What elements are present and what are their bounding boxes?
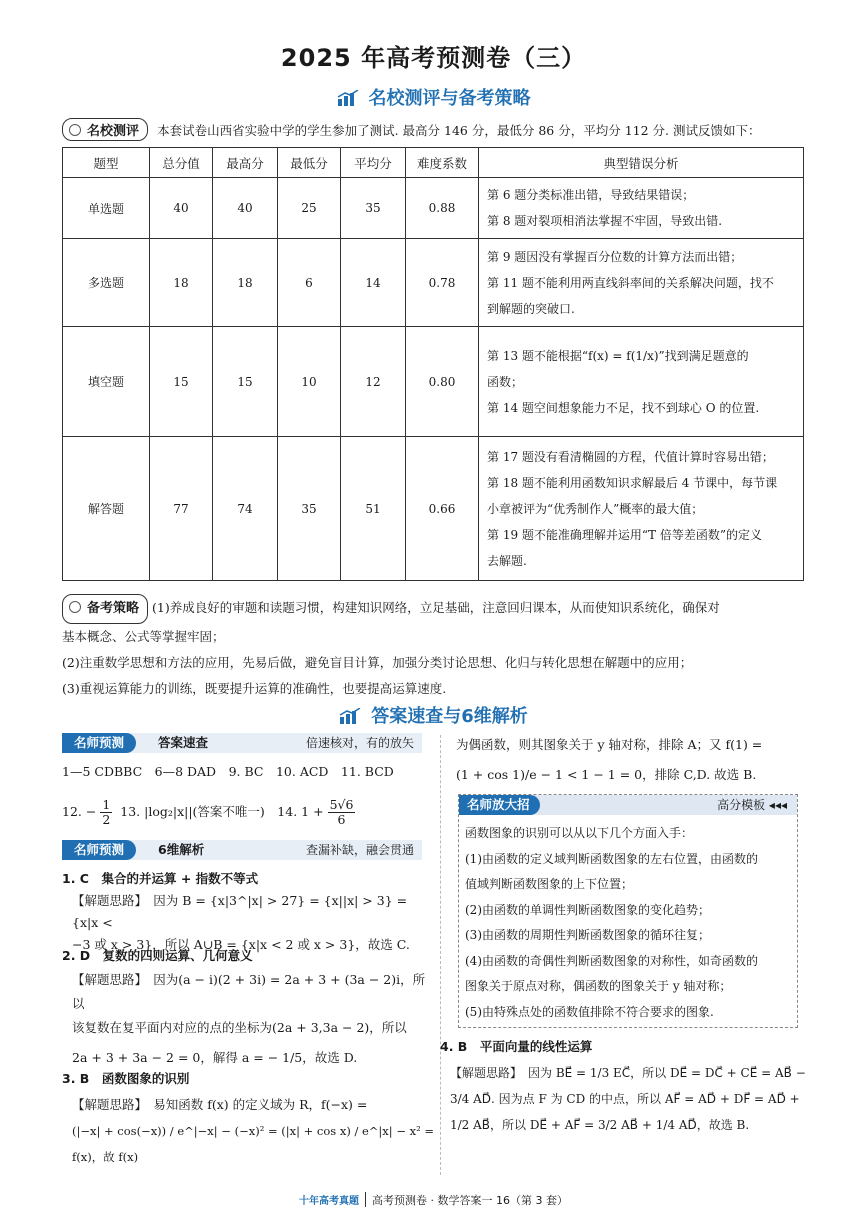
cell-total: 40 — [150, 178, 213, 239]
error-line: 第 14 题空间想象能力不足，找不到球心 O 的位置. — [487, 400, 760, 415]
table-row — [63, 327, 804, 437]
cell-type: 单选题 — [63, 178, 150, 239]
strategy-tag-label: 备考策略 — [87, 601, 140, 616]
tip-box — [458, 794, 798, 1028]
question-heading: 2. D 复数的四则运算、几何意义 — [62, 948, 253, 963]
section-title-text: 答案速查与6维解析 — [371, 706, 528, 727]
question-heading: 1. C 集合的并运算 + 指数不等式 — [62, 871, 259, 886]
tip-line: 函数图象的识别可以从以下几个方面入手： — [465, 826, 694, 840]
question-line: 1/2 AB⃗，所以 DE⃗ + AF⃗ = 3/2 AB⃗ + 1/4 AD⃗，故选 B. — [450, 1118, 750, 1132]
error-line: 第 17 题没有看清椭圆的方程，代值计算时容易出错； — [487, 449, 774, 464]
cell-avg: 35 — [341, 178, 406, 239]
question-heading: 4. B 平面向量的线性运算 — [440, 1039, 593, 1054]
tip-content — [465, 821, 793, 1025]
evaluation-tag — [62, 118, 148, 141]
tip-line: (4)由函数的奇偶性判断函数图象的对称性，如奇函数的 — [465, 953, 759, 968]
strategy-text: (1)养成良好的审题和读题习惯，构建知识网络，立足基础，注意回归课本，从而使知识系统化，确保对 — [152, 600, 720, 615]
table-row — [63, 178, 804, 239]
strategy-text: (3)重视运算能力的训练，既要提升运算的准确性，也要提高运算速度. — [62, 681, 447, 696]
cell-min: 6 — [278, 239, 341, 327]
page-footer — [0, 1192, 867, 1208]
question-line: 【解题思路】 易知函数 f(x) 的定义域为 R，f(−x) = — [72, 1097, 368, 1112]
strategy-block — [62, 594, 807, 702]
question-line: 为偶函数，则其图象关于 y 轴对称，排除 A；又 f(1) = — [456, 737, 763, 752]
error-line: 第 11 题不能利用两直线斜率间的关系解决问题，找不 — [487, 275, 774, 290]
evaluation-text: 本套试卷山西省实验中学的学生参加了测试. 最高分 146 分，最低分 86 分，平均分 112 分. 测试反馈如下： — [157, 123, 761, 138]
error-line: 第 19 题不能准确理解并运用“T 倍等差函数”的定义 — [487, 527, 762, 542]
cell-total: 15 — [150, 327, 213, 437]
bar-label-slogan: 查漏补缺，融会贯通 — [305, 843, 414, 857]
cell-difficulty: 0.80 — [406, 327, 479, 437]
tip-line: (1)由函数的定义域判断函数图象的左右位置，由函数的 — [465, 851, 759, 866]
table-header: 平均分 — [341, 148, 406, 178]
score-table — [62, 147, 804, 581]
tip-line: 图象关于原点对称，偶函数的图象关于 y 轴对称； — [465, 979, 732, 993]
bulb-icon — [69, 124, 81, 136]
question-line: −3 或 x > 3}，所以 A∪B = {x|x < 2 或 x > 3}，故选 C. — [72, 937, 410, 952]
table-row — [63, 437, 804, 581]
footer-text: 高考预测卷 · 数学答案一 16（第 3 套） — [372, 1194, 568, 1207]
evaluation-tag-label: 名校测评 — [87, 124, 140, 139]
strategy-line — [62, 594, 807, 624]
section-title-text: 名校测评与备考策略 — [368, 88, 531, 109]
table-header: 总分值 — [150, 148, 213, 178]
cell-type: 填空题 — [63, 327, 150, 437]
quick-answer-bar — [62, 733, 422, 753]
fraction-numerator: 5√6 — [329, 797, 354, 812]
tip-line: 值域判断函数图象的上下位置； — [465, 877, 634, 891]
fraction — [328, 798, 356, 827]
strategy-text: (2)注重数学思想和方法的应用，先易后做，避免盲目计算，加强分类讨论思想、化归与转化思想在解题中的应用； — [62, 655, 693, 670]
fraction — [100, 798, 112, 827]
evaluation-intro — [62, 118, 852, 141]
cell-min: 25 — [278, 178, 341, 239]
tip-template-label: 高分模板 ◂◂◂ — [717, 798, 787, 812]
error-line: 函数； — [487, 374, 524, 389]
error-line: 第 6 题分类标准出错，导致结果错误； — [487, 188, 695, 202]
cell-max: 74 — [213, 437, 278, 581]
section-title-answers — [0, 702, 867, 728]
bar-label-secondary: 6维解析 — [158, 842, 205, 857]
tip-line: (3)由函数的周期性判断函数图象的循环往复； — [465, 928, 710, 942]
tip-line: (2)由函数的单调性判断函数图象的变化趋势； — [465, 902, 710, 917]
question-line: 【解题思路】 因为(a − i)(2 + 3i) = 2a + 3 + (3a − 2)i，所以 — [72, 972, 426, 1011]
cell-error-analysis — [479, 327, 804, 437]
cell-avg: 51 — [341, 437, 406, 581]
question-line: 该复数在复平面内对应的点的坐标为(2a + 3,3a − 2)，所以 — [72, 1020, 407, 1035]
question-3 — [62, 1066, 434, 1170]
error-line: 小章被评为“优秀制作人”概率的最大值； — [487, 501, 704, 516]
answer-13-14: 13. |log₂|x||(答案不唯一) 14. 1 + — [120, 804, 324, 819]
error-line: 到解题的突破口. — [487, 301, 575, 316]
chart-icon — [339, 708, 361, 724]
cell-max: 40 — [213, 178, 278, 239]
table-row — [63, 239, 804, 327]
question-line: 2a + 3 + 3a − 2 = 0，解得 a = − 1/5，故选 D. — [72, 1050, 358, 1065]
question-3-continued — [456, 730, 801, 790]
answer-12-prefix: 12. − — [62, 804, 97, 819]
error-line: 第 9 题因没有掌握百分位数的计算方法而出错； — [487, 249, 743, 264]
cell-error-analysis — [479, 178, 804, 239]
cell-difficulty: 0.66 — [406, 437, 479, 581]
table-header-row — [63, 148, 804, 178]
bar-label-secondary: 答案速查 — [158, 735, 209, 750]
tip-line: (5)由特殊点处的函数值排除不符合要求的图象. — [465, 1004, 714, 1019]
fraction-denominator: 2 — [102, 812, 111, 827]
bulb-icon — [69, 601, 81, 613]
analysis-bar — [62, 840, 422, 860]
table-header: 难度系数 — [406, 148, 479, 178]
bar-label-slogan: 倍速核对，有的放矢 — [305, 736, 414, 750]
question-line: (|−x| + cos(−x)) / e^|−x| − (−x)² = (|x| + cos x) / e^|x| − x² = f(x)，故 f(x) — [72, 1124, 435, 1164]
chart-icon — [337, 90, 359, 106]
question-line: (1 + cos 1)/e − 1 < 1 − 1 = 0，排除 C,D. 故选 B. — [456, 767, 757, 782]
cell-max: 18 — [213, 239, 278, 327]
tip-header — [459, 795, 797, 815]
bar-label-primary: 名师预测 — [62, 733, 136, 753]
cell-min: 35 — [278, 437, 341, 581]
tip-title: 名师放大招 — [459, 795, 540, 815]
answers-line-2 — [62, 796, 432, 828]
footer-logo: 十年高考真题 — [299, 1192, 366, 1207]
table-header: 最低分 — [278, 148, 341, 178]
question-4 — [440, 1034, 810, 1138]
table-header: 题型 — [63, 148, 150, 178]
strategy-tag — [62, 594, 148, 624]
cell-type: 解答题 — [63, 437, 150, 581]
answers-line-1: 1—5 CDBBC 6—8 DAD 9. BC 10. ACD 11. BCD — [62, 764, 394, 779]
question-line: 【解题思路】 因为 BE⃗ = 1/3 EC⃗，所以 DE⃗ = DC⃗ + CE⃗ = AB⃗ − — [450, 1066, 806, 1080]
page-title: 2025 年高考预测卷（三） — [280, 44, 587, 72]
table-header: 典型错误分析 — [479, 148, 804, 178]
cell-error-analysis — [479, 437, 804, 581]
error-line: 第 13 题不能根据“f(x) = f(1/x)”找到满足题意的 — [487, 348, 749, 363]
cell-avg: 14 — [341, 239, 406, 327]
error-line: 第 8 题对裂项相消法掌握不牢固，导致出错. — [487, 214, 723, 228]
cell-difficulty: 0.88 — [406, 178, 479, 239]
strategy-text: 基本概念、公式等掌握牢固； — [62, 629, 225, 644]
cell-error-analysis — [479, 239, 804, 327]
cell-total: 18 — [150, 239, 213, 327]
cell-difficulty: 0.78 — [406, 239, 479, 327]
fraction-numerator: 1 — [102, 797, 111, 812]
question-heading: 3. B 函数图象的识别 — [62, 1071, 190, 1086]
question-line: 【解题思路】 因为 B = {x|3^|x| > 27} = {x||x| > 3} = {x|x < — [72, 893, 408, 930]
section-title-evaluation — [0, 84, 867, 110]
question-1 — [62, 868, 434, 956]
cell-type: 多选题 — [63, 239, 150, 327]
question-line: 3/4 AD⃗. 因为点 F 为 CD 的中点，所以 AF⃗ = AD⃗ + DF⃗ = AD⃗ + — [450, 1092, 800, 1106]
question-2 — [62, 944, 434, 1070]
cell-max: 15 — [213, 327, 278, 437]
error-line: 去解题. — [487, 553, 527, 568]
fraction-denominator: 6 — [337, 812, 346, 827]
cell-total: 77 — [150, 437, 213, 581]
bar-label-primary: 名师预测 — [62, 840, 136, 860]
cell-avg: 12 — [341, 327, 406, 437]
table-header: 最高分 — [213, 148, 278, 178]
error-line: 第 18 题不能利用函数知识求解最后 4 节课中，每节课 — [487, 475, 778, 490]
cell-min: 10 — [278, 327, 341, 437]
